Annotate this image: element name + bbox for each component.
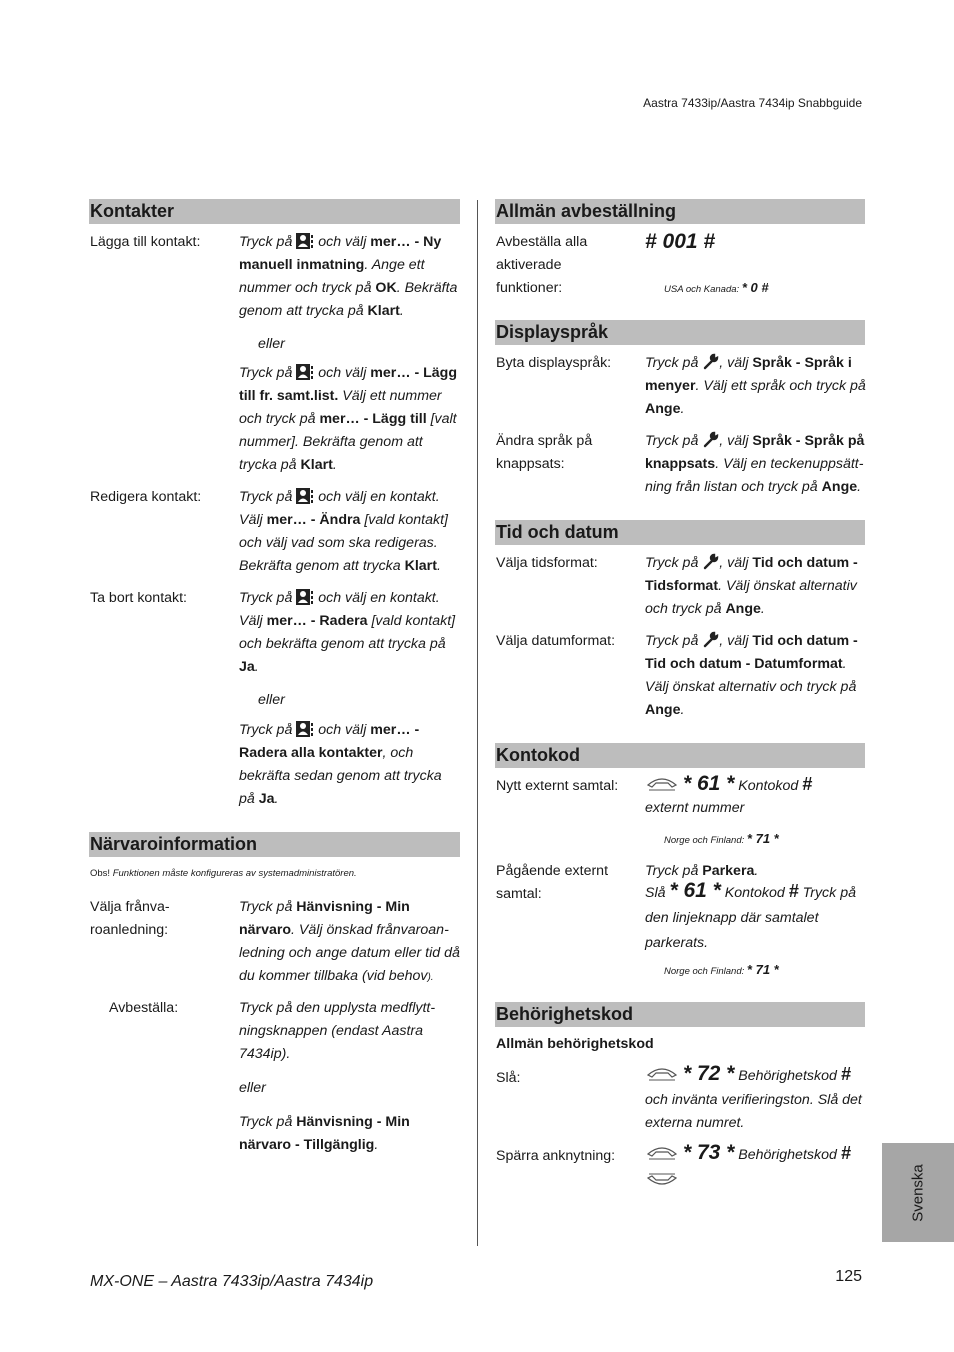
label-cancel-presence: Avbeställa:	[109, 1000, 179, 1016]
phone-handset-icon	[645, 1144, 679, 1162]
text-cancel-presence-2: Tryck på Hänvisning - Min närvaro - Tillgänglig.	[239, 1114, 410, 1153]
language-tab-label: Svenska	[909, 1163, 927, 1222]
text-new-external-call: * 61 * Kontokod #	[645, 771, 866, 799]
language-tab	[882, 1143, 954, 1242]
text-delete-contact-1: Tryck på och välj en kontakt. Välj mer… - Radera [vald kontakt] och bekräfta genom att trycka på Ja.	[239, 590, 456, 675]
settings-tool-icon	[702, 553, 719, 570]
settings-tool-icon	[702, 631, 719, 648]
text-keypad-lang: Tryck på , välj Språk - Språk på knappsats. Välj en teckenuppsättning från listan och tryck på Ange.	[645, 433, 865, 495]
text-ongoing-dial: Slå * 61 * Kontokod # Tryck på den linjeknapp där samtalet parkerats.	[645, 879, 856, 951]
section-kontokod: Kontokod	[495, 743, 865, 768]
note-account-2: Norge och Finland: * 71 *	[664, 962, 779, 977]
contacts-icon	[296, 233, 314, 249]
text-external-number: externt nummer	[645, 800, 745, 816]
code-general-cancel: # 001 #	[645, 230, 716, 253]
note-account-1: Norge och Finland: * 71 *	[664, 831, 779, 846]
section-kontakter: Kontakter	[89, 199, 460, 224]
contacts-icon	[296, 364, 314, 380]
section-displaysprak: Displayspråk	[495, 320, 865, 345]
contacts-icon	[296, 488, 314, 504]
label-time-format: Välja tidsformat:	[496, 555, 598, 571]
label-absence: Välja frånvaroanledning:	[90, 899, 170, 938]
or-text: eller	[258, 336, 285, 352]
settings-tool-icon	[702, 431, 719, 448]
text-delete-contact-2: Tryck på och välj mer… - Radera alla kontakter, och bekräfta sedan genom att trycka på Ja.	[239, 722, 442, 807]
text-date-format: Tryck på , välj Tid och datum - Tid och datum - Datumformat. Välj önskat alternativ och tryck på Ange.	[645, 633, 858, 718]
label-general-cancel: Avbeställa alla aktiverade funktioner:	[496, 234, 588, 296]
presence-note: Obs! Funktionen måste konfigureras av systemadministratören.	[90, 868, 357, 879]
label-add-contact: Lägga till kontakt:	[90, 234, 201, 250]
footer-title: MX-ONE – Aastra 7433ip/Aastra 7434ip	[90, 1273, 374, 1290]
column-divider	[477, 200, 478, 1246]
label-new-external-call: Nytt externt samtal:	[496, 778, 619, 794]
subheading-general-authority: Allmän behörighetskod	[496, 1036, 654, 1052]
text-dial-authority-end: och invänta verifieringston. Slå det externa numret.	[645, 1092, 862, 1131]
section-behorighetskod: Behörighetskod	[495, 1002, 865, 1027]
phone-handset-icon	[645, 775, 679, 793]
page-number: 125	[835, 1268, 862, 1285]
note-general-cancel: USA och Kanada: * 0 #	[664, 280, 769, 295]
text-block-extension: * 73 * Behörighetskod #	[645, 1140, 866, 1168]
text-edit-contact: Tryck på och välj en kontakt. Välj mer… - Ändra [vald kontakt] och välj vad som ska redigeras. Bekräfta genom att trycka Klart.	[239, 489, 448, 574]
text-dial-authority: * 72 * Behörighetskod #	[645, 1061, 866, 1089]
contacts-icon	[296, 721, 314, 737]
text-add-contact-2: Tryck på och välj mer… - Lägg till fr. samt.list. Välj ett nummer och tryck på mer… - Lägg till [valt nummer]. Bekräfta genom att trycka på Klart.	[239, 365, 458, 473]
or-text: eller	[239, 1080, 266, 1096]
page-header: Aastra 7433ip/Aastra 7434ip Snabbguide	[643, 96, 862, 110]
label-keypad-lang: Ändra språk på knappsats:	[496, 433, 593, 472]
label-delete-contact: Ta bort kontakt:	[90, 590, 187, 606]
or-text: eller	[258, 692, 285, 708]
label-change-display-lang: Byta displayspråk:	[496, 355, 612, 371]
label-block-extension: Spärra anknytning:	[496, 1148, 616, 1164]
text-cancel-presence: Tryck på den upplysta medflyttningsknappen (endast Aastra 7434ip).	[239, 1000, 436, 1062]
contacts-icon	[296, 589, 314, 605]
text-ongoing-park: Tryck på Parkera.	[645, 863, 759, 879]
label-ongoing-external-call: Pågående externt samtal:	[496, 863, 609, 902]
section-tid-och-datum: Tid och datum	[495, 520, 865, 545]
text-time-format: Tryck på , välj Tid och datum - Tidsformat. Välj önskat alternativ och tryck på Ange.	[645, 555, 858, 617]
phone-handset-icon	[645, 1065, 679, 1083]
text-absence: Tryck på Hänvisning - Min närvaro. Välj önskad frånvaroanledning och ange datum eller tid då du kommer tillbaka (vid behov).	[239, 899, 460, 984]
text-add-contact-1: Tryck på och välj mer… - Ny manuell inmatning. Ange ett nummer och tryck på OK. Bekräfta genom att trycka på Klart.	[239, 234, 458, 319]
text-change-display-lang: Tryck på , välj Språk - Språk i menyer. Välj ett språk och tryck på Ange.	[645, 355, 866, 417]
phone-hangup-icon	[645, 1170, 679, 1188]
label-edit-contact: Redigera kontakt:	[90, 489, 202, 505]
section-narvaro: Närvaroinformation	[89, 832, 460, 857]
label-dial: Slå:	[496, 1070, 521, 1086]
settings-tool-icon	[702, 353, 719, 370]
section-general-cancel: Allmän avbeställning	[495, 199, 865, 224]
label-date-format: Välja datumformat:	[496, 633, 616, 649]
